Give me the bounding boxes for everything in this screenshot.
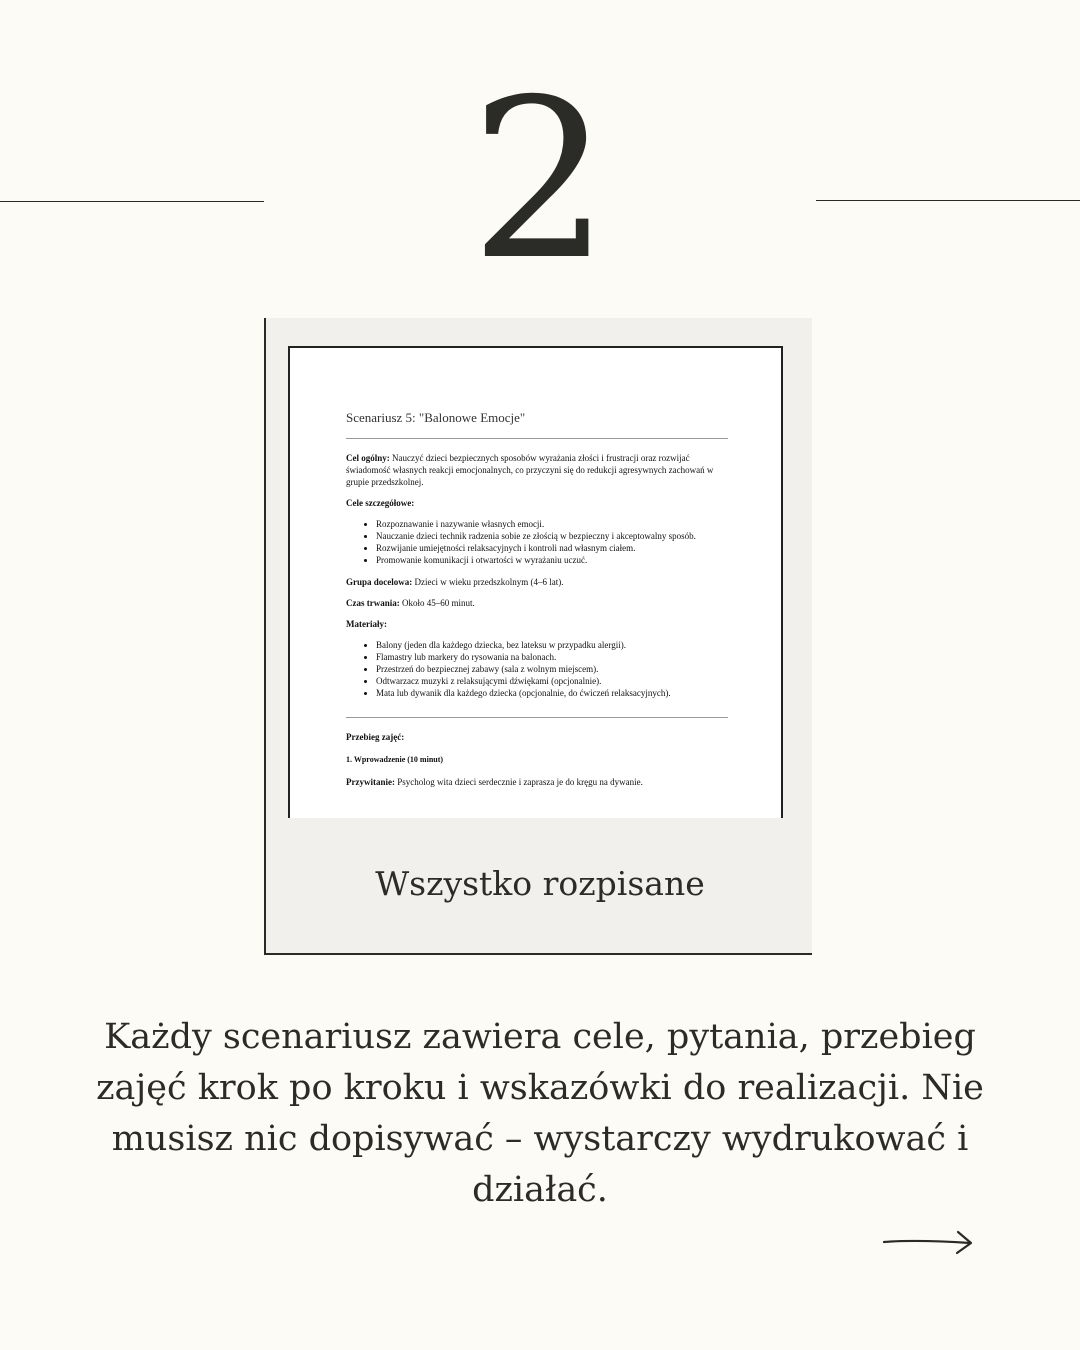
document-page <box>288 346 783 818</box>
document-divider <box>346 438 728 439</box>
welcome-text: Psycholog wita dzieci serdecznie i zaprasza je do kręgu na dywanie. <box>394 777 643 787</box>
goal-text: Nauczyć dzieci bezpiecznych sposobów wyrażania złości i frustracji oraz rozwijać świadomość własnych reakcji emocjonalnych, co przyczyni się do redukcji agresywnych zachowań w grupie przedszkolnej. <box>346 453 714 487</box>
step-heading: 1. Wprowadzenie (10 minut) <box>346 755 444 764</box>
list-item: • Przestrzeń do bezpiecznej zabawy (sala z wolnym miejscem). <box>376 663 728 675</box>
duration-text: Około 45–60 minut. <box>399 598 475 608</box>
list-item: • Promowanie komunikacji i otwartości w wyrażaniu uczuć. <box>376 554 728 566</box>
group-text: Dzieci w wieku przedszkolnym (4–6 lat). <box>412 577 564 587</box>
slide-description: Każdy scenariusz zawiera cele, pytania, przebieg zajęć krok po kroku i wskazówki do realizacji. Nie musisz nic dopisywać – wystarczy wydrukować i działać. <box>96 1017 984 1210</box>
slide-number: 2 <box>470 52 610 308</box>
list-item: • Nauczanie dzieci technik radzenia sobie ze złością w bezpieczny i akceptowalny sposób. <box>376 530 728 542</box>
goal-label: Cel ogólny: <box>346 453 390 463</box>
document-divider <box>346 717 728 718</box>
list-item: • Mata lub dywanik dla każdego dziecka (opcjonalnie, do ćwiczeń relaksacyjnych). <box>376 687 728 699</box>
document-content <box>346 410 728 797</box>
course-heading: Przebieg zajęć: <box>346 732 405 742</box>
card-caption: Wszystko rozpisane <box>375 864 705 903</box>
duration-paragraph <box>346 597 728 609</box>
document-title: Scenariusz 5: "Balonowe Emocje" <box>346 410 526 425</box>
objectives-heading: Cele szczegółowe: <box>346 498 415 508</box>
list-item: • Rozwijanie umiejętności relaksacyjnych i kontroli nad własnym ciałem. <box>376 542 728 554</box>
objectives-list <box>346 518 728 566</box>
materials-heading: Materiały: <box>346 619 387 629</box>
materials-list <box>346 639 728 699</box>
group-label: Grupa docelowa: <box>346 577 413 587</box>
welcome-paragraph <box>346 776 728 788</box>
duration-label: Czas trwania: <box>346 598 400 608</box>
goal-paragraph <box>346 452 728 488</box>
document-preview-card <box>264 318 812 955</box>
list-item: • Flamastry lub markery do rysowania na balonach. <box>376 651 728 663</box>
group-paragraph <box>346 576 728 588</box>
list-item: • Rozpoznawanie i nazywanie własnych emocji. <box>376 518 728 530</box>
list-item: • Balony (jeden dla każdego dziecka, bez lateksu w przypadku alergii). <box>376 639 728 651</box>
list-item: • Odtwarzacz muzyki z relaksującymi dźwiękami (opcjonalnie). <box>376 675 728 687</box>
arrow-right-icon[interactable] <box>880 1226 974 1258</box>
welcome-label: Przywitanie: <box>346 777 395 787</box>
